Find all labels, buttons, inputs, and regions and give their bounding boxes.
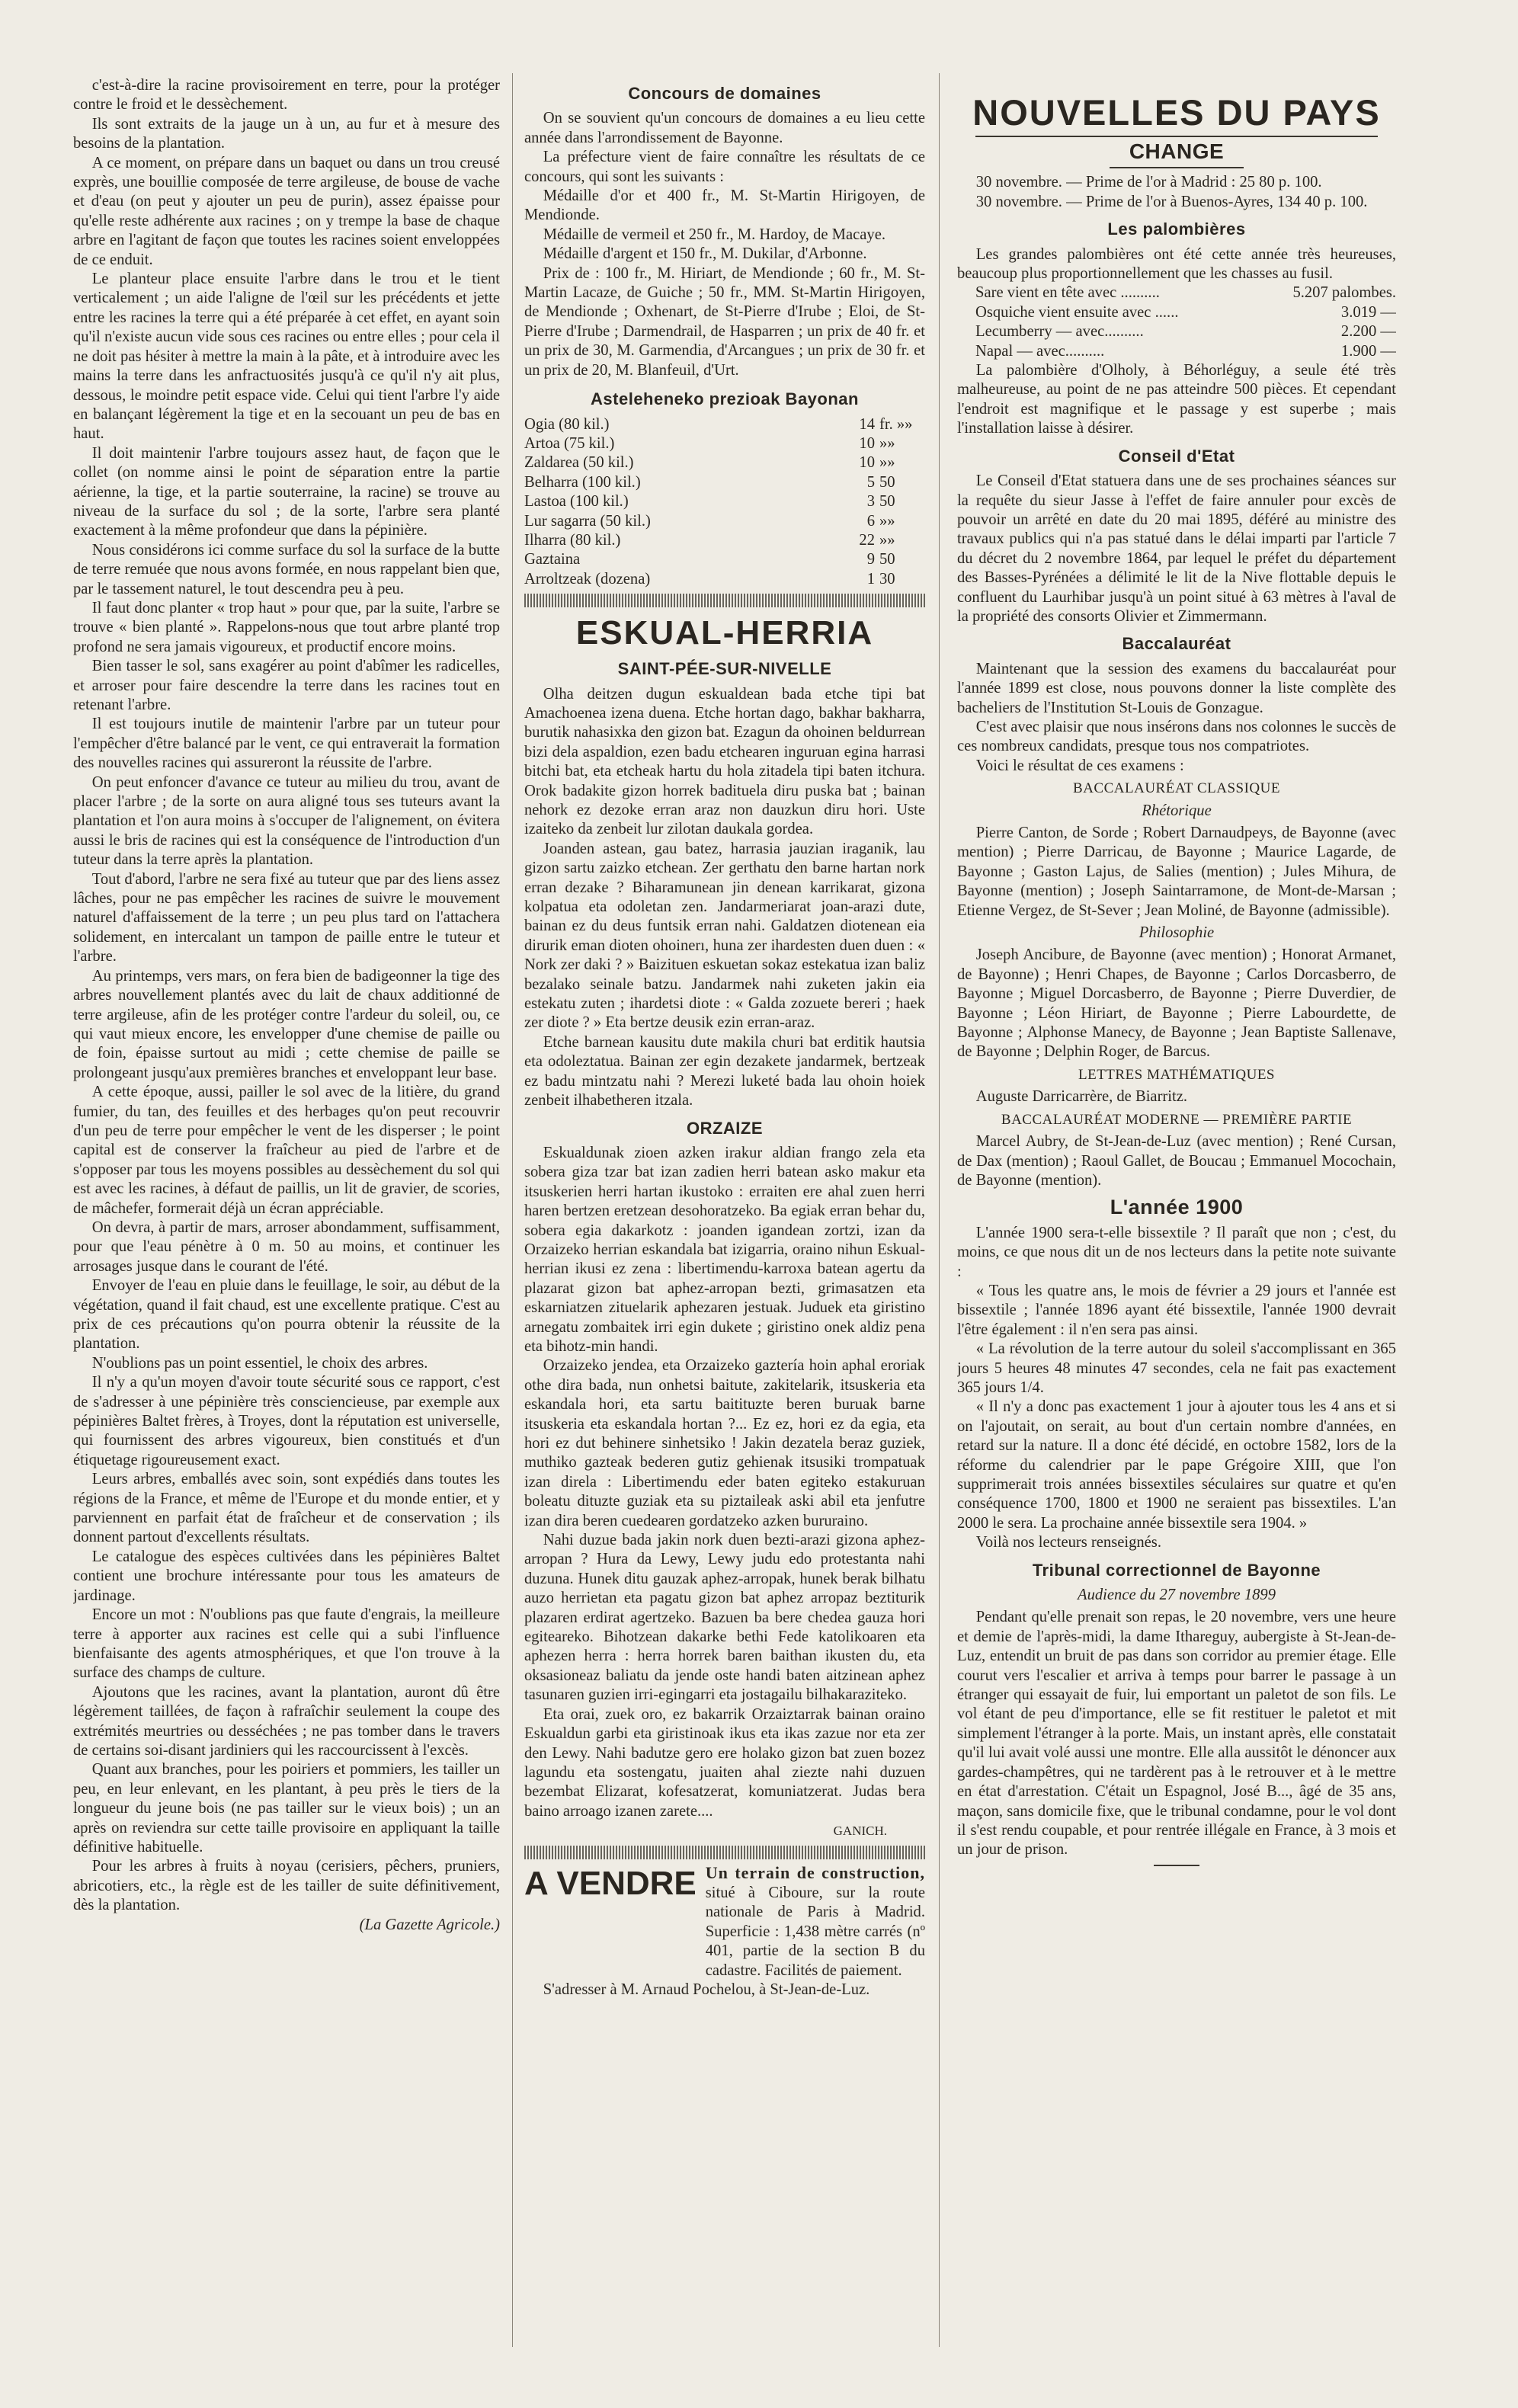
palombiere-count: 1.900 — bbox=[1340, 342, 1396, 360]
change-paragraph: 30 novembre. — Prime de l'or à Buenos-Ayres, 134 40 p. 100. bbox=[975, 193, 1368, 210]
philosophie-list: Joseph Ancibure, de Bayonne (avec mention) ; Honorat Armanet, de Bayonne) ; Henri Chapes, de Bayonne ; Carlos Dorcasberro, de Bayonne ; Miguel Dorcasberro, de Bayonne ; Pierre Duverdier, de Bayonne ; Léon Hiriart, de Bayonne ; Pierre Labourdette, de Bayonne ; Alphonse Manecy, de Bayonne ; Jean Baptiste Sallenave, de Bayonne ; Delphin Roger, de Barcus. bbox=[957, 946, 1396, 1061]
price-row bbox=[524, 415, 925, 434]
ad-headline: A VENDRE bbox=[524, 1864, 697, 1902]
palombiere-row bbox=[975, 342, 1396, 361]
concours-paragraph: On se souvient qu'un concours de domaines a eu lieu cette année dans l'arrondissement de Bayonne. bbox=[524, 110, 925, 146]
article-paragraph: Il est toujours inutile de maintenir l'arbre par un tuteur pour l'empêcher d'être balancé par le vent, ce qui entraverait la formation des nouvelles racines qui assureront la réussite de l'arbre. bbox=[73, 716, 500, 772]
conseil-heading: Conseil d'Etat bbox=[1118, 446, 1235, 466]
ad-lead: Un terrain de construction, bbox=[705, 1862, 925, 1882]
audience-date: Audience du 27 novembre 1899 bbox=[1077, 1587, 1276, 1604]
price-item: Gaztaina bbox=[524, 551, 581, 568]
palombieres-table bbox=[957, 283, 1396, 361]
prices-heading: Asteleheneko prezioak Bayonan bbox=[591, 389, 859, 409]
price-value: 1 bbox=[866, 570, 875, 588]
palombiere-count: 2.200 — bbox=[1340, 323, 1396, 341]
article-paragraph: A ce moment, on prépare dans un baquet ou dans un trou creusé exprès, une bouillie composée de terre argileuse, de bouse de vache et d'eau (on peut y ajouter un peu de purin), assez épaisse pour qu'elle reste adhérente aux racines ; on y trempe la base de chaque arbre en l'agitant de façon que toutes les racines soient enveloppées de ce enduit. bbox=[73, 154, 500, 268]
orzaize-heading: ORZAIZE bbox=[686, 1118, 764, 1138]
article-paragraph: Le catalogue des espèces cultivées dans les pépinières Baltet contient une brochure intéressante pour tous les amateurs de jardinage. bbox=[73, 1548, 500, 1604]
palombiere-label: Napal — avec.......... bbox=[975, 342, 1105, 360]
price-row bbox=[524, 473, 925, 492]
rhetorique-list: Pierre Canton, de Sorde ; Robert Darnaudpeys, de Bayonne (avec mention) ; Pierre Darricau, de Bayonne ; Maurice Lagarde, de Bayonne ; Gaston Lajus, de Salies (mention) ; Jules Mihura, de Bayonne (mention) ; Joseph Saintarramone, de Mont-de-Marsan ; Etienne Vergez, de St-Sever ; Jean Moliné, de Bayonne (admissible). bbox=[957, 825, 1396, 919]
change-rule bbox=[1110, 167, 1244, 168]
eskual-herria-masthead: ESKUAL-HERRIA bbox=[575, 614, 874, 652]
price-item: Zaldarea (50 kil.) bbox=[524, 454, 634, 472]
price-item: Arroltzeak (dozena) bbox=[524, 570, 651, 588]
orzaize-paragraph: Eta orai, zuek oro, ez bakarrik Orzaiztarrak bainan oraino Eskualdun garbi eta giristinoak ikus eta ikas zazue nor eta zer den Lewy. Nahi badutze gero ere holako gizon bat zuen bozez lagundu eta sostengatu, juaiten ahal ziezte nahi duzuen bezembat Elizarat, kofesatzerat, komuniatzerat. Judas bera baino arroago izanen zarete.... bbox=[524, 1705, 925, 1820]
bac-intro: Maintenant que la session des examens du baccalauréat pour l'année 1899 est close, nous pouvons donner la liste complète des bacheliers de l'Institution St-Louis de Gonzague. bbox=[957, 660, 1396, 716]
moderne-list: Marcel Aubry, de St-Jean-de-Luz (avec mention) ; René Cursan, de Dax (mention) ; Raoul Gallet, de Boucau ; Emmanuel Mocochain, de Bayonne (mention). bbox=[957, 1133, 1396, 1189]
orzaize-paragraph: Eskualdunak zioen azken irakur aldian frango zela eta sobera giza tzar bat izan zadien herri batean asko makur eta itsuskerien herri hartan ikustoko : erraiten ere ahal zuen herri haren bertzen eretzean desohoratzeko. Ba egiak erran behar du, sobera egia dakarkotz : joanden igandean zortzi, izan da Orzaizeko herrian eskandala bat izigarria, oraino nihun Eskual-herrian ikusi ez zena : libertimendu-karroxa batean agertu da plazarat gizon bat aphez-arropan bezti, grimasatzen eta eskarniatzen zituelarik aphezaren jestuak. Juduek eta giristino arnegatu zombaitek irri egin dukete ; giristino onek aldiz pena eta bihotz-min handi. bbox=[524, 1144, 925, 1355]
palombieres-intro: Les grandes palombières ont été cette année très heureuses, beaucoup plus proportionnellement que les chasses au fusil. bbox=[957, 245, 1396, 283]
bac-heading: Baccalauréat bbox=[1122, 634, 1231, 654]
price-item: Ilharra (80 kil.) bbox=[524, 531, 621, 549]
concours-paragraph: Prix de : 100 fr., M. Hiriart, de Mendionde ; 60 fr., M. St-Martin Lacaze, de Guiche ; 50 fr., MM. St-Martin Hirigoyen, de Mendionde ; Oxhenart, de St-Pierre d'Irube ; Eloi, de St-Pierre d'Irube ; Darmendrail, de Hasparren ; un prix de 40 fr. et un prix de 30, M. Garmendia, d'Arcangues ; un prix de 30 fr. et un prix de 20, M. Blanfeuil, d'Urt. bbox=[524, 264, 925, 379]
column-agriculture bbox=[73, 76, 500, 2362]
price-item: Ogia (80 kil.) bbox=[524, 415, 610, 433]
price-item: Lastoa (100 kil.) bbox=[524, 493, 629, 511]
palombiere-row bbox=[975, 283, 1396, 303]
price-row bbox=[524, 512, 925, 531]
palombiere-label: Sare vient en tête avec .......... bbox=[975, 284, 1160, 302]
orzaize-article bbox=[524, 1144, 925, 1821]
palombieres-outro: La palombière d'Olholy, à Béhorléguy, a seule été très malheureuse, au point de ne pas atteindre 500 pièces. Et cependant l'endroit est magnifique et le passage y est superbe ; mais l'installation laisse à désirer. bbox=[957, 362, 1396, 437]
change-paragraph: 30 novembre. — Prime de l'or à Madrid : 25 80 p. 100. bbox=[975, 174, 1322, 191]
article-paragraph: A cette époque, aussi, pailler le sol avec de la litière, du grand fumier, du tan, des feuilles et des herbages qu'on peut recouvrir d'un peu de terre pour empêcher le vent de les disperser ; le point capital est de conserver la fraîcheur au pied de l'arbre et de s'opposer par tous les moyens possibles au dessèchement du sol qui est avec les racines, à défaut de paillis, un lit de gravier, de scories, de mâchefer, formerait déjà un écran appréciable. bbox=[73, 1084, 500, 1217]
philosophie-heading: Philosophie bbox=[1138, 924, 1215, 942]
price-row bbox=[524, 570, 925, 589]
price-unit: »» bbox=[879, 454, 895, 472]
article-paragraph: Le planteur place ensuite l'arbre dans le trou et le tient verticalement ; un aide l'aligne de l'œil sur les précédents et jette entre les racines la terre qui a été préparée à cet effet, en ayant soin qu'il n'existe aucun vide sous ces racines ou entre elles ; pour cela il ne doit pas hésiter à mettre la main à la pâte, et à introduire avec les mains la terre dans les anfractuosités jusqu'à ce qu'il n'y ait plus, dessous, le moindre petit espace vide. Celui qui tient l'arbre l'y aide en balançant légèrement la tige et en la secouant un peu de bas en haut. bbox=[73, 271, 500, 443]
price-unit: »» bbox=[879, 531, 895, 549]
price-row bbox=[524, 434, 925, 453]
rhetorique-heading: Rhétorique bbox=[1142, 802, 1212, 819]
article-paragraph: Quant aux branches, pour les poiriers et pommiers, les tailler un peu, en leur enlevant, en les plantant, à peu près le tiers de la longueur du jeune bois (ne pas tailler sur le vieux bois) ; un an après on reviendra sur cette taille provisoire en appliquant la taille définitive habituelle. bbox=[73, 1761, 500, 1856]
conseil-text: Le Conseil d'Etat statuera dans une de ses prochaines séances sur la requête du sieur Jasse à l'effet de faire annuler pour excès de pouvoir un arrêté en date du 20 mai 1895, déféré au ministre des travaux publics qui n'a pas statué dans le délai imparti par l'article 7 du décret du 2 novembre 1864, par lequel le préfet du département des Basses-Pyrénées a délimité le lit de la Nive flottable depuis le confluent du Laurhibar jusqu'à un point situé à 63 mètres à l'aval de la propriété des consorts Olivier et Zimmermann. bbox=[957, 472, 1396, 625]
concours-paragraph: Médaille de vermeil et 250 fr., M. Hardoy, de Macaye. bbox=[543, 226, 886, 243]
article-paragraph: Il faut donc planter « trop haut » pour que, par la suite, l'arbre se trouve « bien planté ». Rappelons-nous que tout arbre planté trop profond ne sera jamais vigoureux, et productif encore moins. bbox=[73, 599, 500, 655]
decorative-banner bbox=[524, 594, 925, 607]
article-paragraph: Nous considérons ici comme surface du sol la surface de la butte de terre remuée que nous avons formée, en nous rappelant bien que, par le tassement naturel, le tout descendra peu à peu. bbox=[73, 541, 500, 597]
orzaize-paragraph: Orzaizeko jendea, eta Orzaizeko gaztería hoin aphal eroriak othe dira bada, nun onhetsi baitute, zakitelarik, itsuskeria eta eskandala hori, eta sartu baitituzte beren buruak barne itsuskeria eta eskandala hortan ?... Ez ez, hori ez da egia, eta hori ez dut behinere sinhetsiko ! Jakin dezatela beraz guziek, muthiko gazteak bederen gutiz gehienak itsusiki trompatuak izan direla : Libertimendu eder baten egiteko estakuruan boleatu dituzte guziak eta su piztaileak aski abil eta jenfutre izan dira beren cuedearen gordatzeko azken bururaino. bbox=[524, 1357, 925, 1529]
article-paragraph: Pour les arbres à fruits à noyau (cerisiers, pêchers, pruniers, abricotiers, etc., la règle est de les tailler de suite définitivement, dès la plantation. bbox=[73, 1858, 500, 1914]
price-unit: »» bbox=[879, 512, 895, 530]
bac-classique-heading: BACCALAURÉAT CLASSIQUE bbox=[1073, 780, 1280, 797]
tribunal-heading: Tribunal correctionnel de Bayonne bbox=[1032, 1560, 1321, 1580]
change-article bbox=[957, 173, 1396, 212]
article-source: (La Gazette Agricole.) bbox=[359, 1916, 500, 1933]
annee-paragraph: « Tous les quatre ans, le mois de février a 29 jours et l'année est bissextile ; l'année 1896 ayant été bissextile, l'année 1900 devrait l'être également : il n'en sera pas ainsi. bbox=[957, 1282, 1396, 1338]
price-value: 3 bbox=[866, 493, 875, 511]
bac-moderne-heading: BACCALAURÉAT MODERNE — PREMIÈRE PARTIE bbox=[1001, 1111, 1353, 1128]
article-signature: GANICH. bbox=[833, 1824, 887, 1839]
concours-article bbox=[524, 109, 925, 380]
article-paragraph: Envoyer de l'eau en pluie dans le feuillage, le soir, au début de la végétation, quand il fait chaud, est une excellente pratique. C'est au prix de ces précautions qu'on pourra obtenir la réussite de la plantation. bbox=[73, 1277, 500, 1353]
price-value: 22 bbox=[859, 531, 875, 549]
palombiere-row bbox=[975, 303, 1396, 322]
decorative-banner bbox=[524, 1846, 925, 1859]
article-paragraph: On devra, à partir de mars, arroser abondamment, suffisamment, pour que l'eau pénètre à 0 m. 50 au moins, et continuer les arrosages jusque dans le courant de l'été. bbox=[73, 1218, 500, 1275]
price-unit: »» bbox=[879, 434, 895, 452]
article-paragraph: c'est-à-dire la racine provisoirement en terre, pour la protéger contre le froid et le dessèchement. bbox=[73, 77, 500, 114]
price-value: 9 bbox=[866, 551, 875, 568]
price-unit: 50 bbox=[879, 551, 895, 568]
ad-contact: S'adresser à M. Arnaud Pochelou, à St-Jean-de-Luz. bbox=[543, 1981, 870, 1998]
column-rule bbox=[939, 73, 940, 2347]
price-item: Belharra (100 kil.) bbox=[524, 473, 641, 491]
palombiere-count: 5.207 palombes. bbox=[1292, 284, 1396, 302]
concours-paragraph: Médaille d'or et 400 fr., M. St-Martin Hirigoyen, de Mendionde. bbox=[524, 187, 925, 224]
price-row bbox=[524, 492, 925, 511]
agriculture-article bbox=[73, 76, 500, 1916]
ad-text: situé à Ciboure, sur la route nationale de Paris à Madrid. Superficie : 1,438 mètre carrés (nº 401, partie de la section B du cadastre. Facilités de paiement. bbox=[705, 1884, 925, 1979]
annee-heading: L'année 1900 bbox=[1110, 1196, 1244, 1219]
bac-intro-2: C'est avec plaisir que nous insérons dans nos colonnes le succès de ces nombreux candidats, presque tous nos compatriotes. bbox=[957, 718, 1396, 755]
price-item: Artoa (75 kil.) bbox=[524, 434, 615, 452]
article-paragraph: Il doit maintenir l'arbre toujours assez haut, de façon que le collet (on nomme ainsi le point de séparation entre la partie aérienne, la tige, et la partie souterraine, la racine) se trouve au niveau de la surface du sol ; de la sorte, l'arbre sera planté exactement à la même profondeur que dans la pépinière. bbox=[73, 444, 500, 540]
column-local-news bbox=[524, 76, 925, 2362]
article-paragraph: N'oublions pas un point essentiel, le choix des arbres. bbox=[91, 1354, 428, 1372]
price-unit: 50 bbox=[879, 493, 895, 511]
advertisement bbox=[524, 1864, 925, 1981]
concours-paragraph: La préfecture vient de faire connaître les résultats de ce concours, qui sont les suivants : bbox=[524, 149, 925, 185]
saint-pee-paragraph: Olha deitzen dugun eskualdean bada etche tipi bat Amachoenea izena duena. Etche hortan dago, bakhar bakharra, burutik nahasixka den gizon bat. Ezagun da ohoinen beldurrean bizi dela aspaldion, ezen badu etchearen inguruan egina harrasi bitchi bat, eta etcheak hartu du hola zitadela tipi baten itchura. Orok badakite gizon horrek badituela diru puska bat ; bainan nehork ez dezoke erran araz non dauzkun diru hori. Uste izaiteko da zenbeit lur zilotan daukala gordea. bbox=[524, 685, 925, 838]
lettres-list: Auguste Darricarrère, de Biarritz. bbox=[975, 1088, 1188, 1106]
bac-intro-3: Voici le résultat de ces examens : bbox=[975, 757, 1184, 774]
annee-paragraph: Voilà nos lecteurs renseignés. bbox=[975, 1534, 1161, 1551]
concours-paragraph: Médaille d'argent et 150 fr., M. Dukilar, d'Arbonne. bbox=[543, 245, 867, 263]
saint-pee-article bbox=[524, 685, 925, 1111]
price-row bbox=[524, 531, 925, 550]
column-nouvelles bbox=[957, 73, 1396, 2362]
palombiere-label: Osquiche vient ensuite avec ...... bbox=[975, 303, 1179, 321]
annee-paragraph: « Il n'y a donc pas exactement 1 jour à ajouter tous les 4 ans et si on l'ajoutait, on serait, au bout d'un certain nombre d'années, en retard sur la nature. Il a donc été décidé, en octobre 1582, lors de la réforme du calendrier par le pape Grégoire XIII, que l'on supprimerait trois années bissextiles séculaires sur quatre et qu'en conséquence 1700, 1800 et 1900 ne seraient pas bissextiles. L'an 2000 le sera. La prochaine année bissextile sera 1904. » bbox=[957, 1398, 1396, 1532]
annee-article bbox=[957, 1224, 1396, 1553]
saint-pee-heading: SAINT-PÉE-SUR-NIVELLE bbox=[617, 659, 832, 679]
lettres-heading: LETTRES MATHÉMATIQUES bbox=[1078, 1066, 1276, 1083]
palombiere-count: 3.019 — bbox=[1340, 303, 1396, 321]
article-paragraph: Encore un mot : N'oublions pas que faute d'engrais, la meilleure terre à apporter aux racines est celle qui a subi l'influence bienfaisante des agents atmosphériques, et que l'on trouve à la surface des champs de culture. bbox=[73, 1606, 500, 1682]
article-paragraph: Il n'y a qu'un moyen d'avoir toute sécurité sous ce rapport, c'est de s'adresser à une pépinière très consciencieuse, par exemple aux pépinières Baltet frères, à Troyes, dont la réputation est universelle, qui fournissent des arbres vigoureux, bien constitués et d'un étiquetage rigoureusement exact. bbox=[73, 1374, 500, 1468]
article-paragraph: Bien tasser le sol, sans exagérer au point d'abîmer les radicelles, et arroser pour faire descendre la terre dans les racines tout en retenant l'arbre. bbox=[73, 658, 500, 713]
article-paragraph: Ajoutons que les racines, avant la plantation, auront dû être légèrement taillées, de façon à rafraîchir seulement la coupe des extrémités meurtries ou desséchées ; ne pas tomber dans le travers de certains soi-disant jardiniers qui les raccourcissent à l'excès. bbox=[73, 1683, 500, 1759]
saint-pee-paragraph: Etche barnean kausitu dute makila churi bat erditik hautsia eta odoleztatua. Bainan zer egin dezakete jandarmek, bertzeak ez badu mintzatu nahi ? Merezi luketé bada lau ohoin hoiek zenbeit ilhabetheren itzala. bbox=[524, 1033, 925, 1110]
end-rule bbox=[1154, 1865, 1199, 1866]
price-value: 6 bbox=[866, 512, 875, 530]
palombiere-label: Lecumberry — avec.......... bbox=[975, 323, 1144, 341]
price-value: 14 bbox=[859, 415, 875, 433]
price-row bbox=[524, 550, 925, 569]
price-item: Lur sagarra (50 kil.) bbox=[524, 512, 651, 530]
price-unit: 50 bbox=[879, 473, 895, 491]
tribunal-text: Pendant qu'elle prenait son repas, le 20 novembre, vers une heure et demie de l'après-midi, la dame Ithareguy, aubergiste à St-Jean-de-Luz, entendit un bruit de pas dans son corridor au premier étage. Elle courut vers l'escalier et arriva à temps pour barrer le passage à un étranger qui essayait de fuir, lui emportant un paletot de son fils. Le vol étant de peu d'importance, elle se fit restituer le paletot et mit simplement l'étranger à la porte. Mais, un instant après, elle constatait qu'il lui avait volé aussi une montre. Elle alla aussitôt le dénoncer aux gardes-champêtres, qui ne tardèrent pas à le retrouver et à le mettre en état d'arrestation. C'était un Espagnol, José B..., âgé de 35 ans, maçon, sans domicile fixe, que le tribunal condamne, pour le vol dont il s'est rendu coupable, et pour rentrée illégale en France, à 3 mois et un jour de prison. bbox=[957, 1609, 1396, 1859]
article-paragraph: On peut enfoncer d'avance ce tuteur au milieu du trou, avant de placer l'arbre ; de la sorte on aura aligné tous ses tuteurs avant la plantation et l'on aura moins à s'occuper de l'alignement, on évitera aussi le bris de racines qui est la conséquence de l'introduction d'un tuteur dans la terre après la plantation. bbox=[73, 773, 500, 869]
article-paragraph: Leurs arbres, emballés avec soin, sont expédiés dans toutes les régions de la France, et même de l'Europe et du monde entier, et y parviennent en parfait état de fraîcheur et de conservation ; ils donnent partout d'excellents résultats. bbox=[73, 1471, 500, 1546]
price-value: 5 bbox=[866, 473, 875, 491]
palombieres-heading: Les palombières bbox=[1107, 219, 1246, 239]
palombiere-row bbox=[975, 322, 1396, 341]
annee-paragraph: « La révolution de la terre autour du soleil s'accomplissant en 365 jours 5 heures 48 minutes 47 secondes, cela ne fait pas exactement 365 jours 1/4. bbox=[957, 1340, 1396, 1396]
masthead-rule bbox=[975, 136, 1378, 137]
price-unit: fr. »» bbox=[879, 415, 913, 433]
column-rule bbox=[512, 73, 513, 2347]
nouvelles-masthead: NOUVELLES DU PAYS bbox=[972, 92, 1381, 133]
annee-paragraph: L'année 1900 sera-t-elle bissextile ? Il paraît que non ; c'est, du moins, ce que nous dit un de nos lecteurs dans la petite note suivante : bbox=[957, 1224, 1396, 1280]
article-paragraph: Tout d'abord, l'arbre ne sera fixé au tuteur que par des liens assez lâches, pour ne pas empêcher les racines de suivre le mouvement naturel d'affaissement de la terre ; un peu plus tard on l'attachera solidement, en intercalant un tampon de paille entre le tuteur et l'arbre. bbox=[73, 870, 500, 965]
price-unit: 30 bbox=[879, 570, 895, 588]
saint-pee-paragraph: Joanden astean, gau batez, harrasia jauzian iraganik, lau gizon sartu zaizko etchean. Zer gerthatu den barne hartan nork erran dezake ? Biharamunean jin denean karrikarat, gizona kolpatua eta odoletan zen. Jandarmeriarat joan-arazi dute, bainan ez du deus funtsik erran nahi. Galdatzen diotenean eia dirurik eman dioten ohoinerı, huna zer ihardesten duen duen : « Nork zer daki ? » Baizituen eskuetan sokaz estekatua izan baliz bezalako seinale batzu. Jandarmek nahi zuketen jakin eia estekatu zuten ; ihardetsi diote : « Galda zozuete bereri ; haek zer diote ? » Eta bertze deusik ezin erran-araz. bbox=[524, 840, 925, 1032]
orzaize-paragraph: Nahi duzue bada jakin nork duen bezti-arazi gizona aphez-arropan ? Hura da Lewy, Lewy judu edo protestanta nahi duzuna. Hunek ditu gauzak aphez-arropak, hunek berak bilhatu auzo herrietan eta pagatu gizon bat aphez arropaz beztiturik plazaren erdirat agertzeko. Bazuen ba bere chedea gauza hori egiteareko. Bihotzean dakarke bethi Fede katolikoaren eta aphezen herra : herra horrek baren baithan ikusten du, eta oksasioneaz baliatu da jende oste handi baten aitzinean aphez tasunaren guzien irri-egingarri eta jostagailu bilhakaraziteko. bbox=[524, 1532, 925, 1704]
price-value: 10 bbox=[859, 454, 875, 472]
price-value: 10 bbox=[859, 434, 875, 452]
article-paragraph: Ils sont extraits de la jauge un à un, au fur et à mesure des besoins de la plantation. bbox=[73, 115, 500, 152]
article-paragraph: Au printemps, vers mars, on fera bien de badigeonner la tige des arbres nouvellement plantés avec du lait de chaux additionné de terre argileuse, afin de les protéger contre l'ardeur du soleil, ou, ce qui vaut mieux encore, les envelopper d'une chemise de paille ou de foin, épaisse surtout au midi ; cette chemise de paille se prolongeant jusqu'aux premières branches et enveloppant leur base. bbox=[73, 967, 500, 1081]
concours-heading: Concours de domaines bbox=[628, 84, 821, 103]
change-heading: CHANGE bbox=[1129, 139, 1225, 163]
price-row bbox=[524, 453, 925, 472]
prices-table bbox=[524, 415, 925, 590]
